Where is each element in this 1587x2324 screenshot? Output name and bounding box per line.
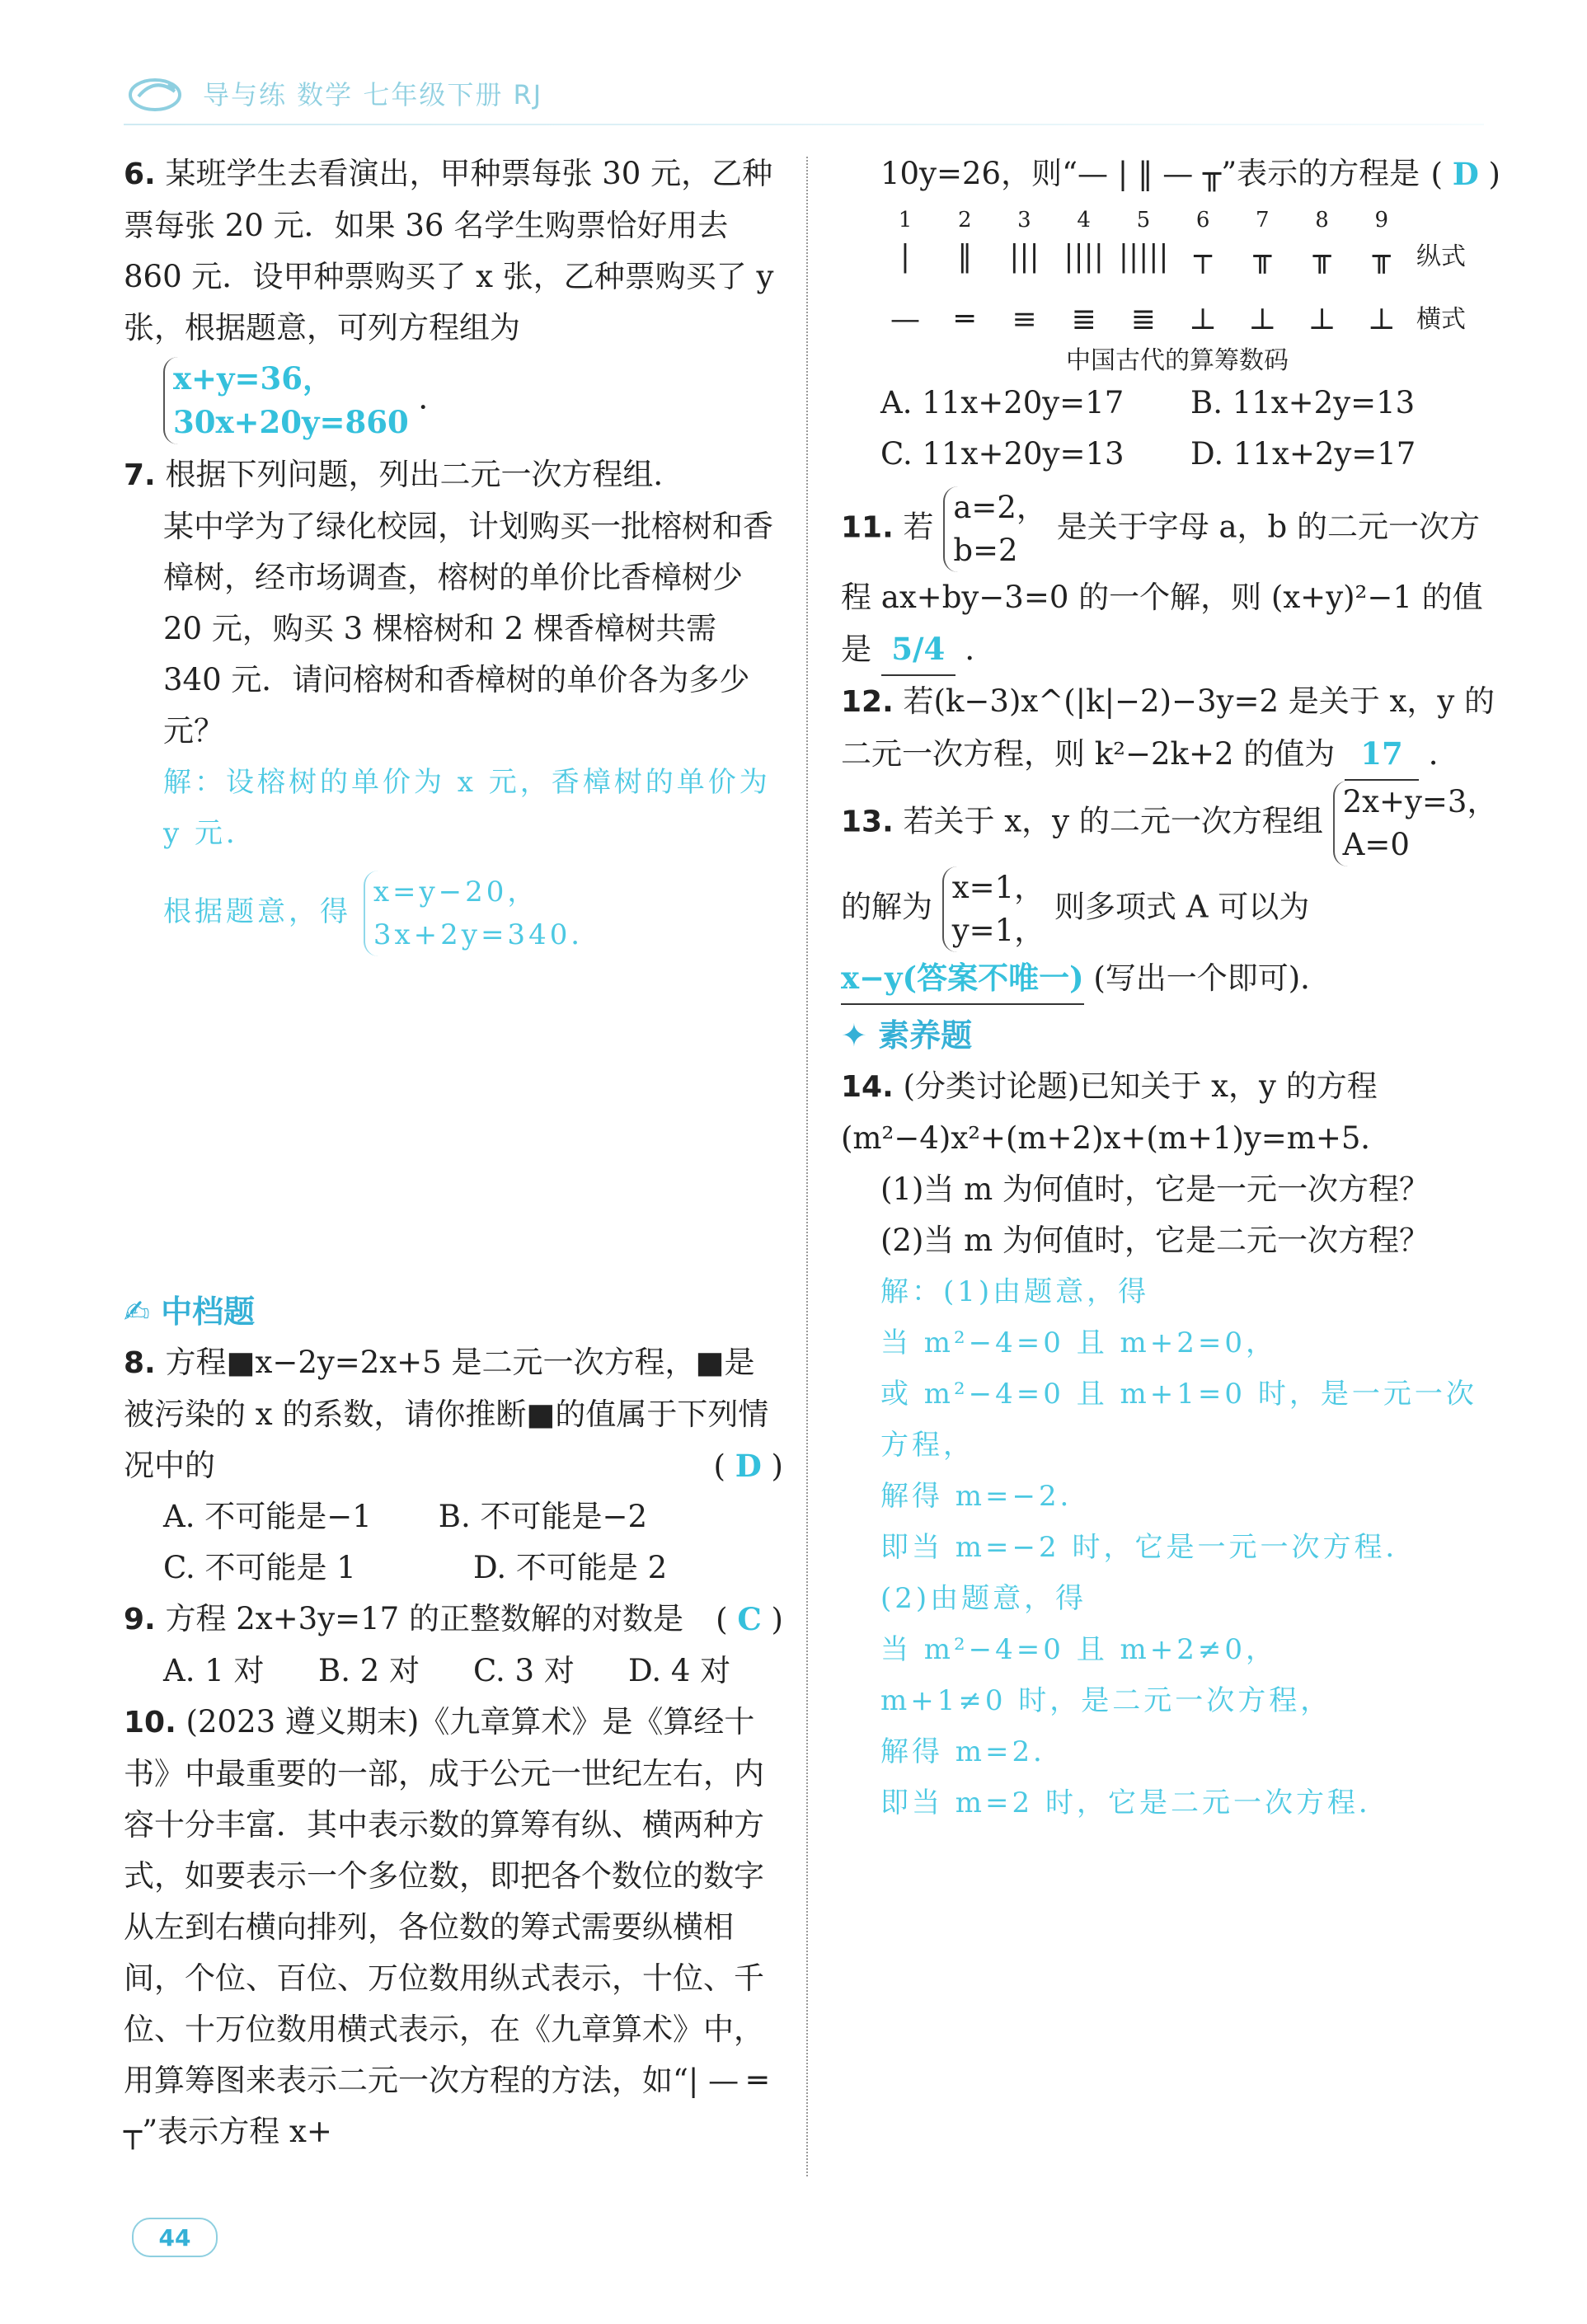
- choice-d: D. 4 对: [628, 1653, 731, 1688]
- question-6: [124, 148, 783, 444]
- punctuation: ．: [965, 631, 996, 667]
- question-text: 10y=26，则“— | ‖ — ╥”表示的方程是: [880, 156, 1420, 191]
- rod-vertical-glyph: |||: [1009, 240, 1040, 274]
- quality-icon: ✦: [841, 1017, 867, 1054]
- answer-paren: ( C ): [716, 1601, 783, 1637]
- answer-choice: D: [735, 1448, 762, 1484]
- rod-horizontal-glyph: ⊥: [1248, 303, 1277, 336]
- choice-a: A. 1 对: [163, 1653, 265, 1688]
- choice-a: A. 不可能是−1: [163, 1499, 372, 1534]
- choices-row-1: [880, 378, 1500, 429]
- solution-line: 当 m²−4=0 且 m+2=0，: [880, 1326, 1278, 1359]
- rod-number: 9: [1374, 208, 1389, 232]
- equation-1: a=2，: [953, 490, 1047, 525]
- equation-system: [364, 871, 603, 956]
- punctuation: ．: [418, 380, 449, 416]
- choice-a: A. 11x+20y=17: [880, 385, 1125, 420]
- question-text: 某班学生去看演出，甲种票每张 30 元，乙种票每张 20 元．如果 36 名学生购票恰好用去 860 元．设甲种票购买了 x 张，乙种票购买了 y 张，根据题意，可列方程组为: [124, 156, 774, 345]
- question-13: [841, 781, 1500, 1005]
- rod-horizontal-glyph: —: [890, 303, 920, 336]
- solution-line: 解得 m=−2．: [880, 1480, 1092, 1513]
- question-8: [124, 1337, 783, 1594]
- column-divider: [806, 157, 808, 2176]
- rod-vertical-label: 纵式: [1416, 242, 1466, 271]
- solution-line: 即当 m=−2 时，它是一元一次方程．: [880, 1531, 1417, 1564]
- right-column: [841, 148, 1500, 1829]
- rod-horizontal-glyph: ⊥: [1367, 303, 1396, 336]
- rod-vertical-glyph: ╥: [1253, 240, 1272, 274]
- rod-vertical-glyph: ┬: [1194, 240, 1212, 274]
- choice-b: B. 2 对: [318, 1653, 420, 1688]
- equation-1: 2x+y=3，: [1342, 784, 1498, 819]
- question-9: [124, 1594, 783, 1697]
- rod-horizontal-glyph: ≣: [1071, 303, 1096, 336]
- solution-line: 即当 m=2 时，它是二元一次方程．: [880, 1786, 1390, 1819]
- answer-eq-2: 30x+20y=860: [173, 404, 409, 440]
- rod-number: 2: [957, 208, 972, 232]
- figure-caption: 中国古代的算筹数码: [1066, 346, 1289, 375]
- question-text: 是关于字母 a，b 的二元一次方程 ax+by−3=0 的一个解，则 (x+y)²−1 的值是: [841, 509, 1483, 667]
- question-number: 14.: [841, 1070, 894, 1104]
- rod-vertical-glyph: ||||: [1063, 240, 1104, 274]
- answer-paren: ( D ): [1430, 156, 1500, 192]
- equation-2: b=2: [953, 533, 1018, 568]
- section-label: 中档题: [161, 1293, 256, 1330]
- pencil-icon: ✍: [124, 1293, 150, 1330]
- solution-line: 或 m²−4=0 且 m+1=0 时，是一元一次方程，: [880, 1378, 1477, 1462]
- solution-line: 解：(1)由题意，得: [880, 1275, 1150, 1308]
- choice-b: B. 11x+2y=13: [1190, 385, 1416, 420]
- rod-vertical-glyph: ╥: [1312, 240, 1331, 274]
- question-text: 根据下列问题，列出二元一次方程组．: [165, 457, 684, 492]
- rod-number: 8: [1315, 208, 1329, 232]
- punctuation: ．: [1428, 736, 1459, 772]
- rod-horizontal-glyph: ⊥: [1308, 303, 1336, 336]
- solution-line: 当 m²−4=0 且 m+2≠0，: [880, 1633, 1278, 1666]
- answer-blank: x−y(答案不唯一): [841, 952, 1084, 1005]
- solution-line: m+1≠0 时，是二元一次方程，: [880, 1684, 1332, 1717]
- solution-line: 解得 m=2．: [880, 1735, 1065, 1768]
- answer-blank: 5/4: [881, 623, 955, 676]
- question-7: [124, 449, 783, 956]
- equation-2: A=0: [1342, 827, 1410, 862]
- question-part-1: (1)当 m 为何值时，它是一元一次方程？: [880, 1171, 1430, 1207]
- solution-1: x=1，: [951, 870, 1045, 905]
- question-number: 10.: [124, 1706, 176, 1739]
- answer-block: [124, 357, 783, 444]
- rod-number: 5: [1136, 208, 1151, 232]
- question-part-2: (2)当 m 为何值时，它是二元一次方程？: [880, 1223, 1430, 1258]
- question-prefix: 若关于 x，y 的二元一次方程组: [903, 803, 1323, 839]
- question-text: (2023 遵义期末)《九章算术》是《算经十书》中最重要的一部，成于公元一世纪左右，内容十分丰富．其中表示数的算筹有纵、横两种方式，如要表示一个多位数，即把各个数位的数字从左到右横向排列，各位数的筹式需要纵横相间，个位、百位、万位数用纵式表示，十位、千位、十万位数用横式表示，在《九章算术》中，用算筹图来表示二元一次方程的方法，如“| — ═ ┬”表示方程 x+: [124, 1704, 768, 2149]
- equation-system: [943, 486, 1047, 572]
- choice-d: D. 11x+2y=17: [1190, 436, 1416, 472]
- solution-prefix: 根据题意，得: [163, 895, 351, 928]
- answer-choice: D: [1452, 156, 1479, 192]
- question-number: 6.: [124, 157, 156, 191]
- rod-horizontal-glyph: ≣: [1130, 303, 1156, 336]
- rod-horizontal-glyph: ⊥: [1189, 303, 1218, 336]
- question-12: [841, 676, 1500, 781]
- question-10: [124, 1697, 783, 2157]
- choices-row-1: [124, 1491, 714, 1542]
- choice-c: C. 3 对: [473, 1653, 575, 1688]
- header-title: 导与练 数学 七年级下册 RJ: [203, 79, 543, 110]
- question-text: 则多项式 A 可以为: [1054, 889, 1310, 925]
- question-text: (分类讨论题)已知关于 x，y 的方程(m²−4)x²+(m+2)x+(m+1)y=m+5．: [841, 1068, 1392, 1156]
- rod-number: 4: [1077, 208, 1091, 232]
- question-number: 13.: [841, 805, 894, 839]
- question-end: (写出一个即可)．: [1093, 960, 1331, 996]
- section-title-core: [841, 1010, 1500, 1061]
- question-prefix: 若: [903, 509, 934, 545]
- answer-paren: ( D ): [713, 1448, 783, 1484]
- rod-horizontal-row: [880, 295, 1474, 345]
- rod-number: 7: [1256, 208, 1270, 232]
- section-label: 素养题: [878, 1017, 973, 1054]
- question-number: 9.: [124, 1603, 156, 1636]
- answer-blank: 17: [1345, 728, 1419, 781]
- question-text: 若(k−3)x^(|k|−2)−3y=2 是关于 x，y 的二元一次方程，则 k²−2k+2 的值为: [841, 683, 1495, 772]
- question-body: 某中学为了绿化校园，计划购买一批榕树和香樟树，经市场调查，榕树的单价比香樟树少 20 元，购买 3 棵榕树和 2 棵香樟树共需 340 元．请问榕树和香樟树的单价各为多少元？: [163, 509, 773, 749]
- equation-system: [1333, 781, 1498, 866]
- choice-b: B. 不可能是−2: [438, 1499, 648, 1534]
- choices-row-2: [124, 1542, 783, 1594]
- rod-horizontal-glyph: ≡: [1012, 303, 1037, 336]
- question-number: 8.: [124, 1346, 156, 1380]
- page-header: [124, 64, 542, 122]
- choice-c: C. 不可能是 1: [163, 1550, 356, 1585]
- solution-2: y=1，: [951, 913, 1045, 948]
- section-title-mid: [124, 1286, 783, 1337]
- rod-vertical-glyph: ╥: [1372, 240, 1391, 274]
- answer-choice: C: [737, 1601, 762, 1637]
- question-number: 11.: [841, 510, 894, 545]
- solution-system: [124, 871, 783, 956]
- rod-horizontal-glyph: ═: [955, 303, 974, 336]
- rod-vertical-glyph: |: [899, 240, 911, 274]
- solution-eq-1: x=y−20，: [373, 876, 539, 908]
- rod-vertical-glyph: |||||: [1118, 240, 1169, 274]
- question-mid: 的解为: [841, 889, 932, 925]
- page-number: 44: [132, 2218, 218, 2257]
- question-14: [841, 1061, 1500, 1829]
- question-number: 7.: [124, 458, 156, 492]
- rod-number-row: [880, 208, 1474, 232]
- question-number: 12.: [841, 685, 894, 719]
- choices-row-2: [880, 429, 1500, 480]
- answer-eq-1: x+y=36，: [173, 360, 334, 397]
- rod-numeral-figure: [841, 208, 1500, 480]
- choice-c: C. 11x+20y=13: [880, 436, 1125, 472]
- solution-system: [942, 866, 1045, 952]
- question-text: 方程■x−2y=2x+5 是二元一次方程，■是被污染的 x 的系数，请你推断■的值属于下列情况中的: [124, 1345, 769, 1483]
- rod-number: 1: [898, 208, 913, 232]
- rod-vertical-glyph: ‖: [957, 240, 973, 274]
- choices-row: [124, 1646, 783, 1697]
- rod-number: 3: [1017, 208, 1031, 232]
- question-10-continued: [841, 148, 1500, 200]
- rod-horizontal-label: 横式: [1416, 305, 1466, 334]
- choice-d: D. 不可能是 2: [473, 1550, 668, 1585]
- solution-eq-2: 3x+2y=340．: [373, 918, 603, 951]
- rod-number: 6: [1195, 208, 1210, 232]
- left-column: [124, 148, 783, 2157]
- logo-icon: [124, 68, 190, 118]
- question-text: 方程 2x+3y=17 的正整数解的对数是: [165, 1601, 683, 1636]
- header-divider: [124, 124, 1484, 125]
- solution-line: 解：设榕树的单价为 x 元，香樟树的单价为 y 元．: [163, 766, 771, 850]
- question-11: [841, 486, 1500, 676]
- equation-system: [163, 357, 409, 444]
- solution-line: (2)由题意，得: [880, 1582, 1087, 1615]
- solution-block: [841, 1266, 1500, 1829]
- rod-vertical-row: [880, 232, 1474, 282]
